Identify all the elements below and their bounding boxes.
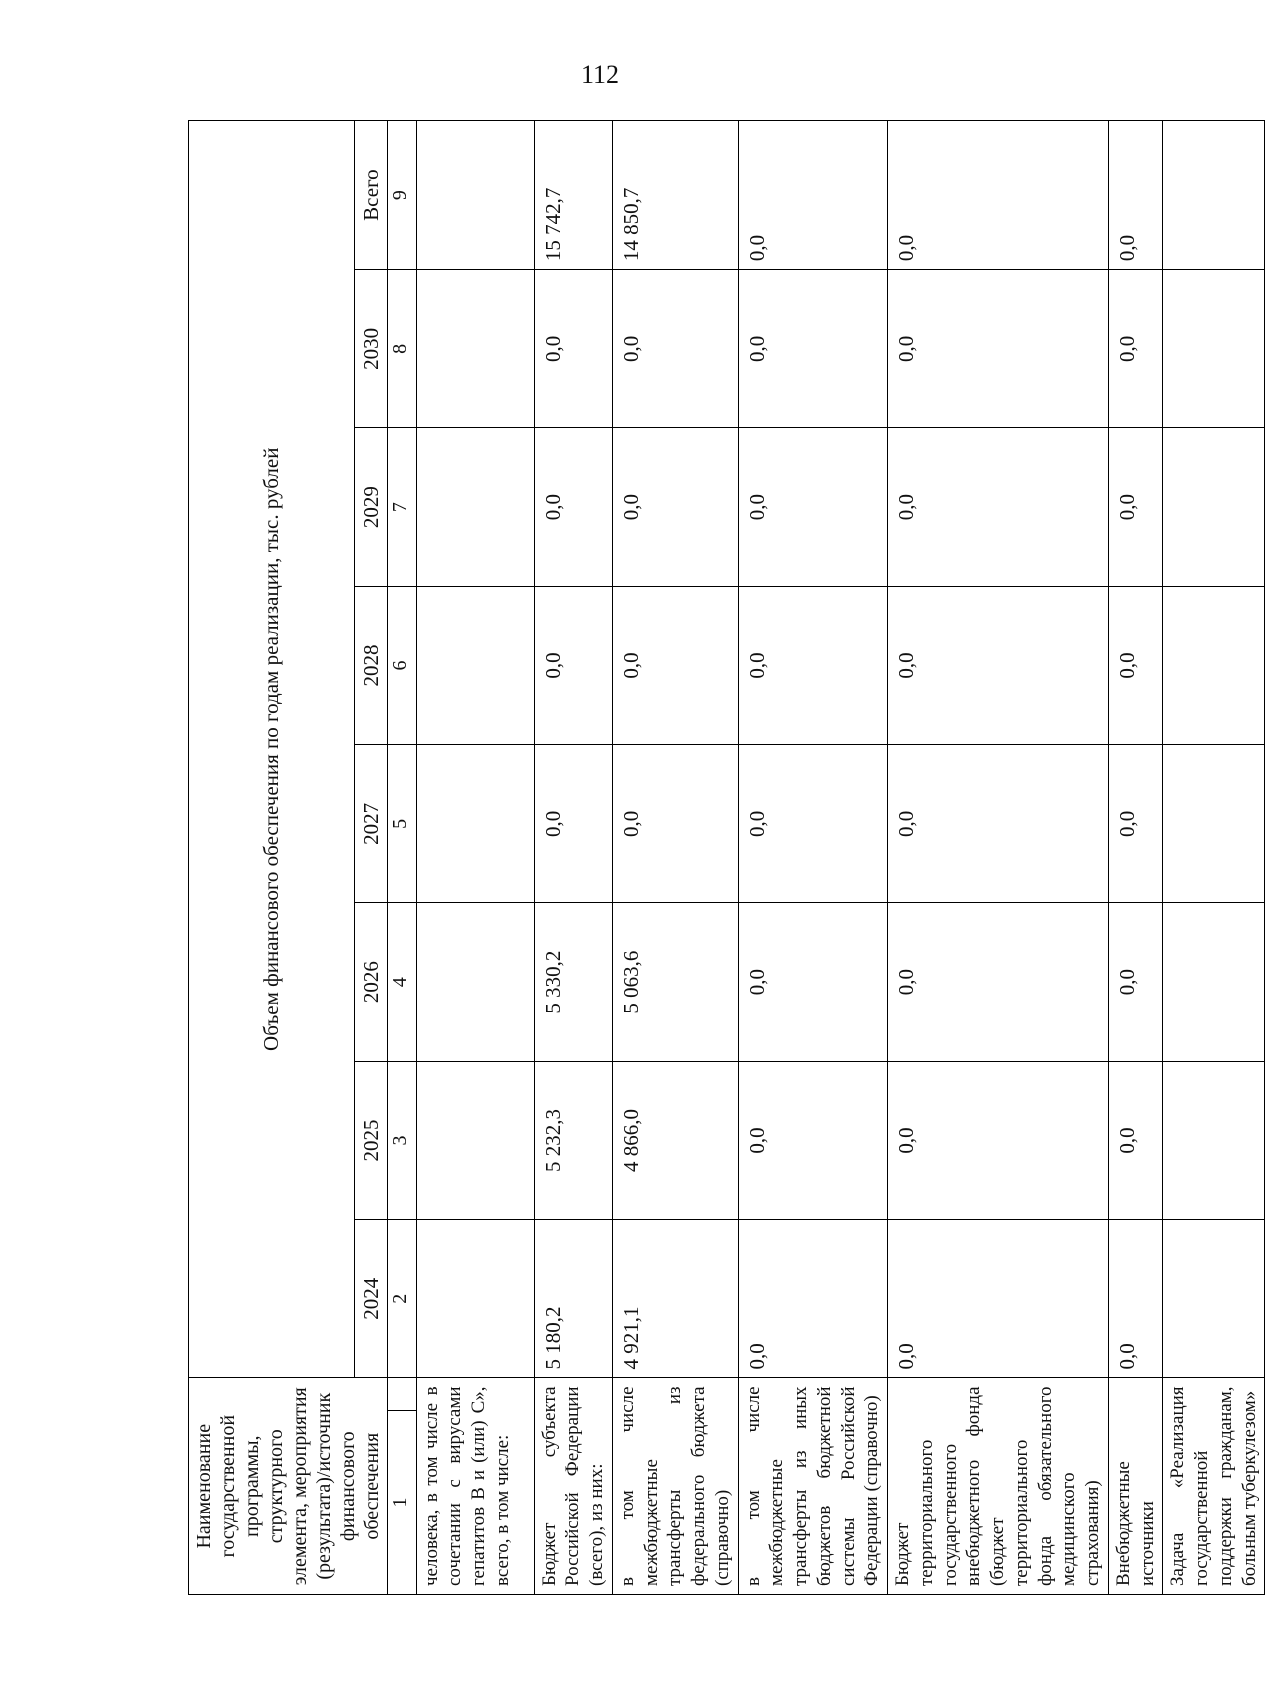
header-year: 2027 (355, 745, 388, 903)
row-value: 0,0 (612, 586, 738, 744)
row-value (1163, 1220, 1265, 1378)
row-value: 0,0 (888, 1061, 1109, 1219)
page-number: 112 (580, 60, 620, 89)
table-row (1163, 121, 1265, 1595)
row-value (1163, 1061, 1265, 1219)
row-value: 0,0 (738, 121, 888, 270)
row-value (1163, 903, 1265, 1061)
row-value: 5 330,2 (534, 903, 612, 1061)
table-row (738, 121, 888, 1595)
header-index: 6 (388, 586, 417, 744)
row-value: 14 850,7 (612, 121, 738, 270)
row-value (416, 121, 534, 270)
header-row-title (189, 121, 355, 1595)
header-total: Всего (355, 121, 388, 270)
finance-table-rotated (188, 120, 1260, 1595)
row-value: 0,0 (1108, 903, 1163, 1061)
header-year: 2029 (355, 428, 388, 586)
row-value: 0,0 (738, 586, 888, 744)
header-index: 9 (388, 121, 417, 270)
header-index-blank (388, 1378, 417, 1411)
row-value: 0,0 (888, 1220, 1109, 1378)
row-value: 0,0 (534, 586, 612, 744)
row-label: Задача «Реализация государственной поддержки гражданам, больным туберкулезом» (1163, 1378, 1265, 1595)
header-year: 2026 (355, 903, 388, 1061)
row-value: 5 063,6 (612, 903, 738, 1061)
row-value: 0,0 (1108, 121, 1163, 270)
row-value: 0,0 (612, 428, 738, 586)
header-year: 2028 (355, 586, 388, 744)
header-year: 2030 (355, 270, 388, 428)
table-row (888, 121, 1109, 1595)
row-value (1163, 428, 1265, 586)
header-index: 8 (388, 270, 417, 428)
row-value: 0,0 (534, 270, 612, 428)
row-value: 0,0 (738, 428, 888, 586)
row-value: 0,0 (612, 270, 738, 428)
row-value: 0,0 (888, 428, 1109, 586)
row-value: 0,0 (534, 745, 612, 903)
finance-table (188, 120, 1265, 1595)
row-value (416, 586, 534, 744)
table-row (1108, 121, 1163, 1595)
row-value (416, 1061, 534, 1219)
row-value: 0,0 (1108, 1220, 1163, 1378)
row-value: 0,0 (888, 745, 1109, 903)
row-value: 0,0 (888, 903, 1109, 1061)
header-year: 2025 (355, 1061, 388, 1219)
table-row (612, 121, 738, 1595)
row-value: 5 232,3 (534, 1061, 612, 1219)
row-value: 0,0 (888, 121, 1109, 270)
row-value: 0,0 (888, 586, 1109, 744)
row-value: 4 866,0 (612, 1061, 738, 1219)
header-index: 4 (388, 903, 417, 1061)
row-value (416, 270, 534, 428)
header-volume-title: Объем финансового обеспечения по годам реализации, тыс. рублей (189, 121, 355, 1378)
row-value: 0,0 (738, 745, 888, 903)
table-row (416, 121, 534, 1595)
row-value: 0,0 (1108, 270, 1163, 428)
header-year: 2024 (355, 1220, 388, 1378)
header-index: 3 (388, 1061, 417, 1219)
row-value: 15 742,7 (534, 121, 612, 270)
row-value: 0,0 (1108, 745, 1163, 903)
header-name-column: Наименование государственной программы, структурного элемента, мероприятия (результата)/источник финансового обеспечения (189, 1378, 388, 1595)
row-value: 0,0 (738, 1220, 888, 1378)
row-value: 0,0 (612, 745, 738, 903)
row-label: в том числе межбюджетные трансферты из федерального бюджета (справочно) (612, 1378, 738, 1595)
row-value (416, 903, 534, 1061)
row-value: 0,0 (1108, 428, 1163, 586)
row-value: 0,0 (738, 270, 888, 428)
row-value (1163, 745, 1265, 903)
row-label: Внебюджетные источники (1108, 1378, 1163, 1595)
header-index: 5 (388, 745, 417, 903)
row-value: 0,0 (1108, 586, 1163, 744)
row-value: 5 180,2 (534, 1220, 612, 1378)
row-value (1163, 586, 1265, 744)
row-value (1163, 121, 1265, 270)
row-value: 0,0 (738, 1061, 888, 1219)
header-index-name: 1 (388, 1411, 417, 1595)
row-value (1163, 270, 1265, 428)
row-value (416, 428, 534, 586)
row-value: 0,0 (534, 428, 612, 586)
header-index: 7 (388, 428, 417, 586)
row-label: человека, в том числе в сочетании с вирусами гепатитов В и (или) С», всего, в том числе: (416, 1378, 534, 1595)
row-label: Бюджет субъекта Российской Федерации (всего), из них: (534, 1378, 612, 1595)
row-value: 4 921,1 (612, 1220, 738, 1378)
header-row-years (355, 121, 388, 1595)
row-value: 0,0 (738, 903, 888, 1061)
row-value (416, 1220, 534, 1378)
row-value: 0,0 (1108, 1061, 1163, 1219)
row-value: 0,0 (888, 270, 1109, 428)
row-value (416, 745, 534, 903)
row-label: Бюджет территориального государственного внебюджетного фонда (бюджет территориального фонда обязательного медицинского страхования) (888, 1378, 1109, 1595)
row-label: в том числе межбюджетные трансферты из иных бюджетов бюджетной системы Российской Федерации (справочно) (738, 1378, 888, 1595)
table-row (534, 121, 612, 1595)
header-row-index (388, 121, 417, 1595)
header-index: 2 (388, 1220, 417, 1378)
